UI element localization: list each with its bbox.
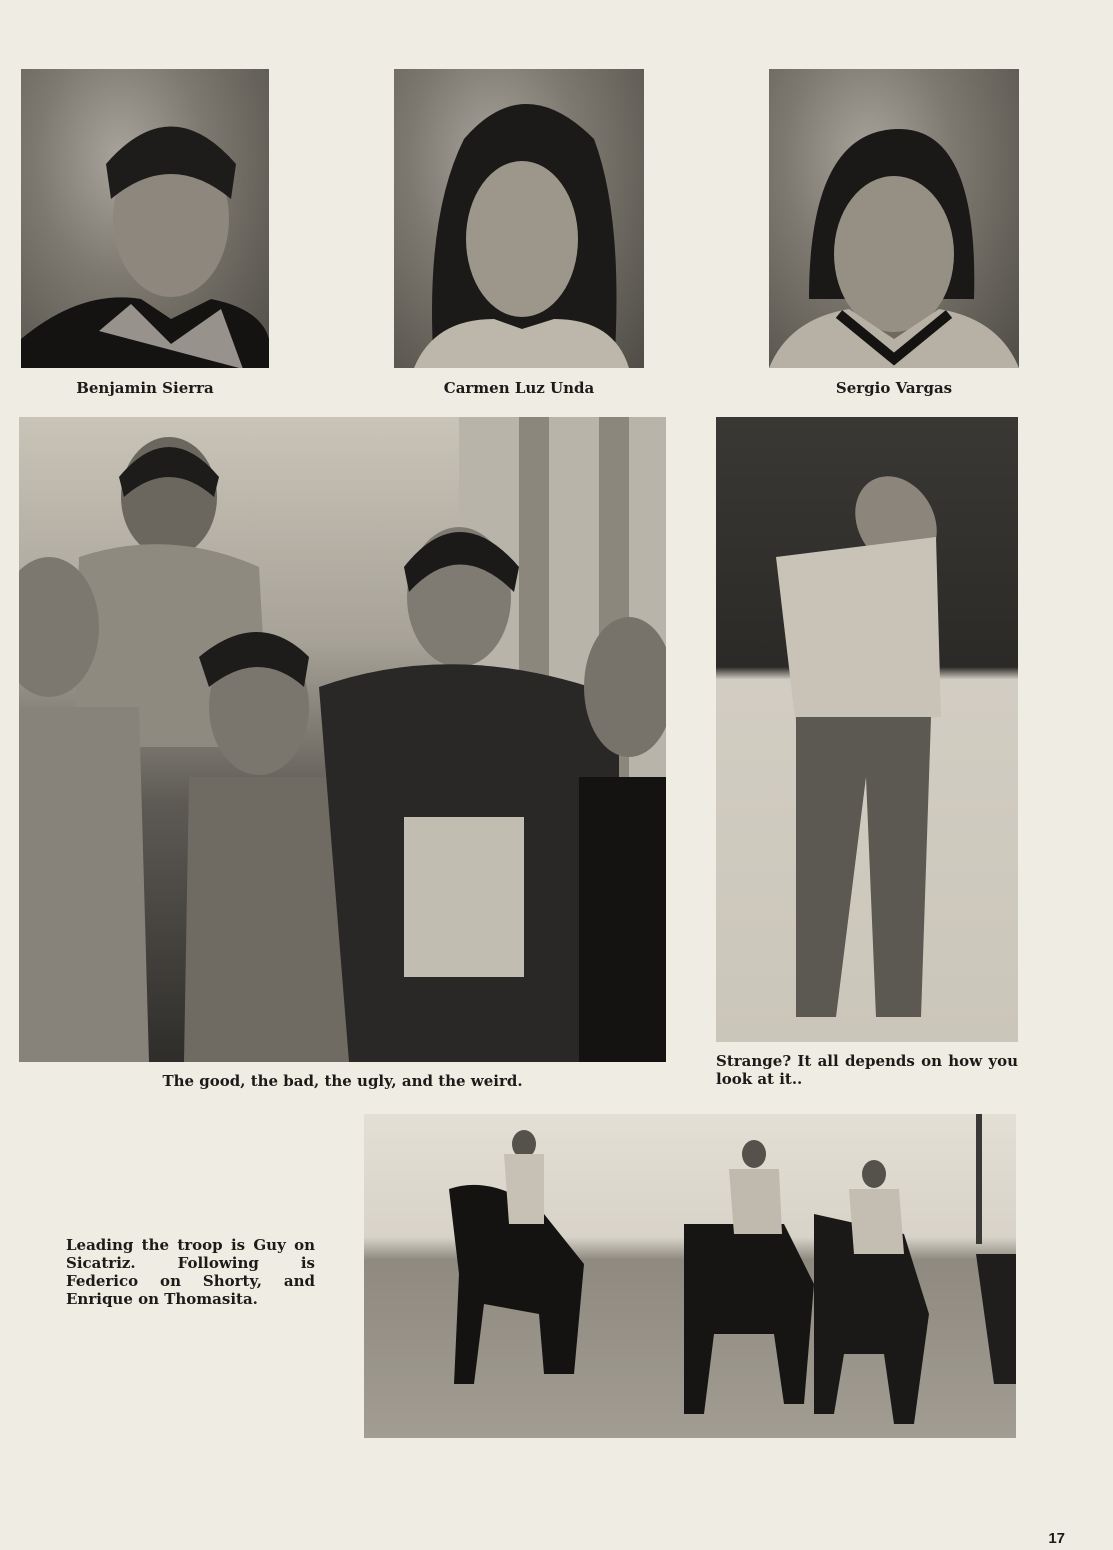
- portrait-photo-sergio-vargas: [769, 69, 1019, 368]
- group-photo: [19, 417, 666, 1062]
- page-number: 17: [1048, 1530, 1065, 1547]
- horse-photo-caption: Leading the troop is Guy on Sicatriz. Following is Federico on Shorty, and Enrique on Thomasita.: [66, 1236, 315, 1308]
- portrait-caption-sergio-vargas: Sergio Vargas: [835, 379, 953, 397]
- portrait-caption-carmen-luz-unda: Carmen Luz Unda: [443, 379, 595, 397]
- portrait-photo-benjamin-sierra: [21, 69, 269, 368]
- horse-riding-photo: [364, 1114, 1016, 1438]
- group-photo-caption: The good, the bad, the ugly, and the weird.: [162, 1072, 523, 1090]
- portrait-photo-carmen-luz-unda: [394, 69, 644, 368]
- leaning-photo: [716, 417, 1018, 1042]
- portrait-caption-benjamin-sierra: Benjamin Sierra: [76, 379, 214, 397]
- leaning-photo-caption: Strange? It all depends on how you look at it..: [716, 1052, 1018, 1088]
